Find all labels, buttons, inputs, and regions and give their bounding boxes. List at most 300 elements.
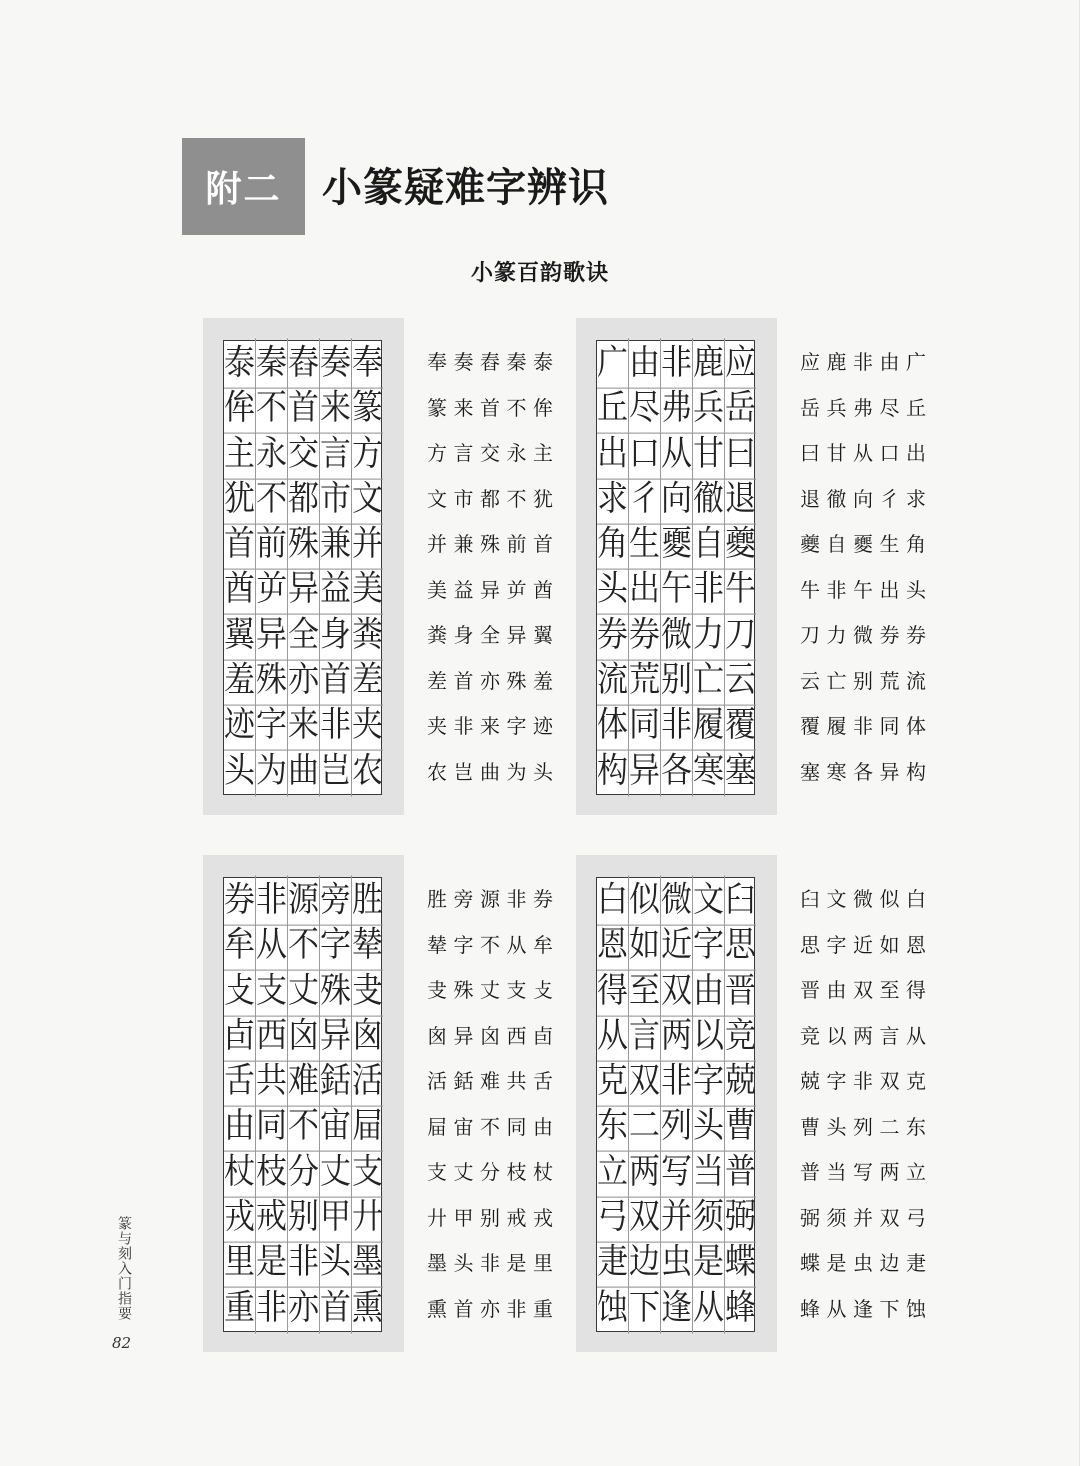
seal-character: 双: [661, 966, 693, 1017]
seal-character: 别: [661, 655, 693, 706]
seal-character: 西: [256, 1011, 288, 1062]
seal-character: 蚀: [597, 1283, 629, 1334]
seal-character: 从: [597, 1011, 629, 1062]
verse-character: 力: [826, 623, 847, 648]
verse-character: 益: [453, 577, 474, 602]
seal-character: 是: [256, 1238, 288, 1289]
verse-character: 辇: [427, 932, 447, 957]
seal-character: 当: [693, 1147, 725, 1198]
seal-character: 彳: [629, 474, 661, 525]
verse-character: 似: [879, 887, 900, 912]
verse-character: 来: [480, 714, 500, 739]
verse-line: [425, 1103, 555, 1149]
seal-character: 身: [320, 610, 352, 661]
verse-character: 甲: [453, 1205, 474, 1230]
verse-character: 难: [480, 1069, 500, 1094]
seal-character-grid: [596, 340, 755, 795]
seal-character: 退: [725, 474, 756, 525]
verse-line: [425, 1012, 555, 1058]
seal-character: 难: [288, 1056, 320, 1107]
verse-character: 舌: [533, 1069, 553, 1094]
verse-character: 异: [480, 577, 500, 602]
seal-character: 出: [597, 429, 629, 480]
seal-character: 甲: [320, 1192, 352, 1243]
verse-character: 丈: [480, 978, 500, 1003]
verse-character: 同: [879, 714, 900, 739]
seal-character: 宙: [320, 1102, 352, 1153]
seal-character: 写: [661, 1147, 693, 1198]
seal-character: 夹: [352, 701, 383, 752]
verse-character: 徹: [826, 486, 847, 511]
verse-character: 臼: [800, 887, 820, 912]
seal-character: 从: [256, 921, 288, 972]
verse-character: 至: [879, 978, 900, 1003]
seal-character: 字: [693, 1056, 725, 1107]
seal-character: 蝶: [725, 1238, 756, 1289]
seal-character: 字: [320, 921, 352, 972]
seal-character: 不: [256, 384, 288, 435]
seal-character: 由: [693, 966, 725, 1017]
verse-character: 舂: [480, 350, 500, 375]
verse-character: 支: [427, 1160, 447, 1185]
seal-character: 至: [629, 966, 661, 1017]
seal-character: 秦: [256, 338, 288, 389]
seal-character: 徹: [693, 474, 725, 525]
verse-character: 非: [506, 1296, 527, 1321]
seal-character: 都: [288, 474, 320, 525]
verse-block-3: [425, 875, 555, 1330]
verse-character: 白: [906, 887, 926, 912]
verse-character: 同: [506, 1114, 527, 1139]
verse-character: 逢: [853, 1296, 873, 1321]
verse-block-1: [425, 338, 555, 793]
verse-character: 自: [826, 532, 847, 557]
verse-character: 廾: [427, 1205, 447, 1230]
verse-character: 兵: [826, 395, 847, 420]
seal-character: 侔: [224, 384, 256, 435]
verse-character: 别: [480, 1205, 500, 1230]
verse-character: 丈: [453, 1160, 474, 1185]
verse-character: 全: [480, 623, 500, 648]
seal-character: 并: [352, 519, 383, 570]
verse-character: 卣: [533, 1023, 553, 1048]
seal-character: 竞: [725, 1011, 756, 1062]
verse-character: 曹: [800, 1114, 820, 1139]
seal-character: 微: [661, 875, 693, 926]
verse-character: 非: [506, 887, 527, 912]
seal-character: 虫: [661, 1238, 693, 1289]
verse-character: 殊: [453, 978, 474, 1003]
verse-character: 异: [453, 1023, 474, 1048]
verse-character: 侔: [533, 395, 553, 420]
verse-character: 各: [853, 759, 873, 784]
verse-line: [798, 1012, 928, 1058]
verse-character: 里: [533, 1251, 553, 1276]
verse-line: [798, 748, 928, 794]
seal-character: 殊: [320, 966, 352, 1017]
seal-character: 券: [224, 875, 256, 926]
verse-character: 竞: [800, 1023, 820, 1048]
verse-character: 应: [800, 350, 820, 375]
verse-character: 边: [879, 1251, 900, 1276]
seal-character: 熏: [352, 1287, 383, 1328]
seal-character: 农: [352, 750, 383, 791]
seal-panel-3: [203, 855, 404, 1352]
verse-character: 非: [480, 1251, 500, 1276]
verse-character: 岳: [800, 395, 820, 420]
verse-line: [798, 1194, 928, 1240]
verse-character: 言: [879, 1023, 900, 1048]
verse-character: 疌: [906, 1251, 926, 1276]
verse-character: 由: [879, 350, 900, 375]
verse-line: [798, 566, 928, 612]
verse-character: 近: [853, 932, 873, 957]
seal-character: 立: [597, 1147, 629, 1198]
verse-character: 是: [506, 1251, 527, 1276]
verse-character: 覆: [800, 714, 820, 739]
seal-character: 近: [661, 921, 693, 972]
verse-character: 胜: [427, 887, 447, 912]
verse-character: 蜂: [800, 1296, 820, 1321]
verse-character: 从: [506, 932, 527, 957]
seal-character: 首: [320, 1283, 352, 1334]
seal-character: 来: [320, 384, 352, 435]
seal-character: 亡: [693, 655, 725, 706]
verse-character: 墨: [427, 1251, 447, 1276]
verse-character: 交: [480, 441, 500, 466]
verse-character: 双: [879, 1069, 900, 1094]
section-subtitle: 小篆百韵歌诀: [470, 260, 609, 286]
verse-character: 岂: [453, 759, 474, 784]
verse-character: 粪: [427, 623, 447, 648]
seal-character: 同: [256, 1102, 288, 1153]
seal-character: 下: [629, 1283, 661, 1334]
seal-character: 从: [661, 429, 693, 480]
seal-character: 兼: [320, 519, 352, 570]
seal-character: 构: [597, 746, 629, 797]
verse-character: 退: [800, 486, 820, 511]
seal-character: 重: [224, 1283, 256, 1334]
verse-line: [425, 1057, 555, 1103]
verse-line: [425, 475, 555, 521]
seal-character: 广: [597, 338, 629, 389]
verse-block-4: [798, 875, 928, 1330]
verse-line: [425, 429, 555, 475]
verse-character: 主: [533, 441, 553, 466]
verse-character: 以: [826, 1023, 847, 1048]
verse-character: 迹: [533, 714, 553, 739]
seal-character: 两: [629, 1147, 661, 1198]
seal-character: 刀: [725, 610, 756, 661]
seal-character: 头: [693, 1102, 725, 1153]
seal-character: 弗: [661, 384, 693, 435]
verse-character: 丘: [906, 395, 926, 420]
seal-character: 非: [661, 701, 693, 752]
verse-character: 叏: [427, 978, 447, 1003]
seal-character: 流: [597, 655, 629, 706]
seal-character: 东: [597, 1102, 629, 1153]
seal-character: 普: [725, 1147, 756, 1198]
verse-character: 宙: [453, 1114, 474, 1139]
verse-line: [425, 921, 555, 967]
verse-character: 不: [480, 932, 500, 957]
seal-character: 非: [256, 875, 288, 926]
verse-character: 角: [906, 532, 926, 557]
seal-character: 丈: [288, 966, 320, 1017]
verse-character: 蝶: [800, 1251, 820, 1276]
seal-character: 臼: [725, 875, 756, 926]
verse-line: [425, 338, 555, 384]
seal-character: 岂: [320, 746, 352, 797]
verse-character: 双: [879, 1205, 900, 1230]
seal-character: 酋: [224, 565, 256, 616]
seal-panel-4: [576, 855, 777, 1352]
seal-character: 列: [661, 1102, 693, 1153]
verse-line: [425, 384, 555, 430]
verse-character: 履: [826, 714, 847, 739]
verse-character: 甘: [826, 441, 847, 466]
seal-character: 微: [661, 610, 693, 661]
verse-character: 差: [427, 668, 447, 693]
verse-character: 下: [879, 1296, 900, 1321]
verse-character: 夔: [800, 532, 820, 557]
seal-character: 首: [320, 655, 352, 706]
seal-character: 双: [629, 1056, 661, 1107]
seal-character: 非: [256, 1283, 288, 1334]
verse-character: 微: [853, 623, 873, 648]
verse-character: 弼: [800, 1205, 820, 1230]
verse-character: 羞: [533, 668, 553, 693]
verse-character: 为: [506, 759, 527, 784]
verse-character: 如: [879, 932, 900, 957]
seal-character: 亦: [288, 1283, 320, 1334]
seal-character: 舌: [224, 1056, 256, 1107]
verse-character: 晋: [800, 978, 820, 1003]
seal-character: 主: [224, 429, 256, 480]
seal-character: 为: [256, 746, 288, 797]
seal-character: 券: [597, 610, 629, 661]
seal-character: 首: [288, 384, 320, 435]
seal-character: 不: [288, 921, 320, 972]
seal-character: 字: [256, 701, 288, 752]
seal-character: 交: [288, 429, 320, 480]
verse-character: 前: [506, 532, 527, 557]
seal-character: 恩: [597, 921, 629, 972]
seal-character: 差: [352, 655, 383, 706]
verse-character: 异: [506, 623, 527, 648]
seal-character: 胜: [352, 875, 383, 926]
verse-character: 旁: [453, 887, 474, 912]
seal-character: 曹: [725, 1102, 756, 1153]
seal-character: 兢: [725, 1056, 756, 1107]
verse-character: 蚀: [906, 1296, 926, 1321]
verse-character: 云: [800, 668, 820, 693]
seal-character: 由: [224, 1102, 256, 1153]
verse-character: 重: [533, 1296, 553, 1321]
verse-character: 奏: [453, 350, 474, 375]
seal-character: 非: [320, 701, 352, 752]
verse-character: 尽: [879, 395, 900, 420]
seal-character: 向: [661, 474, 693, 525]
verse-character: 字: [453, 932, 474, 957]
verse-line: [425, 748, 555, 794]
seal-character: 墨: [352, 1238, 383, 1289]
verse-line: [798, 875, 928, 921]
verse-character: 屇: [427, 1114, 447, 1139]
seal-character: 头: [597, 565, 629, 616]
verse-character: 立: [906, 1160, 926, 1185]
seal-character: 活: [352, 1056, 383, 1107]
verse-line: [425, 966, 555, 1012]
seal-character: 字: [693, 921, 725, 972]
verse-character: 文: [826, 887, 847, 912]
seal-character: 攴: [224, 966, 256, 1017]
verse-character: 从: [826, 1296, 847, 1321]
verse-character: 首: [533, 532, 553, 557]
seal-character: 前: [256, 519, 288, 570]
verse-character: 戒: [506, 1205, 527, 1230]
seal-character: 益: [320, 565, 352, 616]
seal-character: 疌: [597, 1238, 629, 1289]
seal-character: 奏: [320, 338, 352, 389]
verse-character: 须: [826, 1205, 847, 1230]
verse-line: [425, 702, 555, 748]
verse-character: 午: [853, 577, 873, 602]
seal-character: 异: [629, 746, 661, 797]
seal-character: 牛: [725, 565, 756, 616]
verse-character: 攴: [533, 978, 553, 1003]
verse-character: 市: [453, 486, 474, 511]
seal-character: 两: [661, 1011, 693, 1062]
seal-character: 亦: [288, 655, 320, 706]
seal-character: 自: [693, 519, 725, 570]
seal-character: 市: [320, 474, 352, 525]
verse-character: 屰: [506, 577, 527, 602]
seal-character-grid: [596, 877, 755, 1332]
seal-character: 銛: [320, 1056, 352, 1107]
verse-line: [798, 429, 928, 475]
verse-character: 分: [480, 1160, 500, 1185]
verse-character: 两: [853, 1023, 873, 1048]
verse-character: 二: [879, 1114, 900, 1139]
seal-character: 克: [597, 1056, 629, 1107]
seal-character: 异: [256, 610, 288, 661]
seal-character: 曰: [725, 429, 756, 480]
verse-character: 荒: [879, 668, 900, 693]
verse-character: 克: [906, 1069, 926, 1094]
seal-character: 得: [597, 966, 629, 1017]
seal-character: 泰: [224, 338, 256, 389]
verse-character: 来: [453, 395, 474, 420]
seal-character: 弓: [597, 1192, 629, 1243]
verse-character: 字: [826, 932, 847, 957]
verse-character: 曲: [480, 759, 500, 784]
seal-panel-1: [203, 318, 404, 815]
verse-character: 思: [800, 932, 820, 957]
seal-character: 夔: [725, 519, 756, 570]
verse-character: 美: [427, 577, 447, 602]
seal-character: 同: [629, 701, 661, 752]
verse-character: 杖: [533, 1160, 553, 1185]
verse-character: 列: [853, 1114, 873, 1139]
seal-character: 奉: [352, 338, 383, 389]
verse-character: 首: [453, 668, 474, 693]
seal-character: 不: [256, 474, 288, 525]
seal-character: 午: [661, 565, 693, 616]
seal-character: 非: [661, 1056, 693, 1107]
seal-character: 并: [661, 1192, 693, 1243]
verse-character: 篆: [427, 395, 447, 420]
verse-character: 都: [480, 486, 500, 511]
verse-line: [425, 657, 555, 703]
verse-character: 殊: [506, 668, 527, 693]
verse-character: 曰: [800, 441, 820, 466]
verse-character: 囟: [480, 1023, 500, 1048]
seal-character: 囟: [288, 1011, 320, 1062]
seal-character: 以: [693, 1011, 725, 1062]
verse-line: [798, 702, 928, 748]
seal-character: 白: [597, 875, 629, 926]
verse-character: 秦: [506, 350, 527, 375]
verse-character: 囪: [427, 1023, 447, 1048]
verse-character: 言: [453, 441, 474, 466]
seal-character: 曲: [288, 746, 320, 797]
verse-character: 农: [427, 759, 447, 784]
seal-character: 囪: [352, 1011, 383, 1062]
seal-character: 屇: [352, 1102, 383, 1153]
verse-line: [798, 657, 928, 703]
verse-character: 文: [427, 486, 447, 511]
verse-character: 兢: [800, 1069, 820, 1094]
seal-character: 异: [320, 1011, 352, 1062]
book-title-spine: 篆与刻入门指要: [116, 1216, 132, 1321]
verse-line: [425, 875, 555, 921]
verse-character: 鹿: [826, 350, 847, 375]
verse-character: 从: [853, 441, 873, 466]
seal-character: 方: [352, 429, 383, 480]
seal-character: 异: [288, 565, 320, 616]
seal-character: 须: [693, 1192, 725, 1243]
seal-character: 叏: [352, 966, 383, 1017]
verse-character: 非: [853, 1069, 873, 1094]
verse-line: [798, 520, 928, 566]
verse-character: 首: [453, 1296, 474, 1321]
verse-character: 并: [427, 532, 447, 557]
verse-character: 券: [533, 887, 553, 912]
verse-line: [798, 1285, 928, 1331]
seal-character: 体: [597, 701, 629, 752]
verse-line: [425, 611, 555, 657]
seal-character: 双: [629, 1192, 661, 1243]
verse-character: 犹: [533, 486, 553, 511]
verse-line: [798, 384, 928, 430]
seal-character: 首: [224, 519, 256, 570]
verse-character: 生: [879, 532, 900, 557]
seal-character: 不: [288, 1102, 320, 1153]
seal-character: 卣: [224, 1011, 256, 1062]
seal-character: 生: [629, 519, 661, 570]
verse-character: 永: [506, 441, 527, 466]
verse-character: 券: [906, 623, 926, 648]
verse-line: [798, 475, 928, 521]
verse-character: 弓: [906, 1205, 926, 1230]
verse-character: 普: [800, 1160, 820, 1185]
seal-character: 各: [661, 746, 693, 797]
seal-character: 丈: [320, 1147, 352, 1198]
page-number: 82: [112, 1334, 132, 1352]
verse-character: 微: [853, 887, 873, 912]
verse-character: 恩: [906, 932, 926, 957]
